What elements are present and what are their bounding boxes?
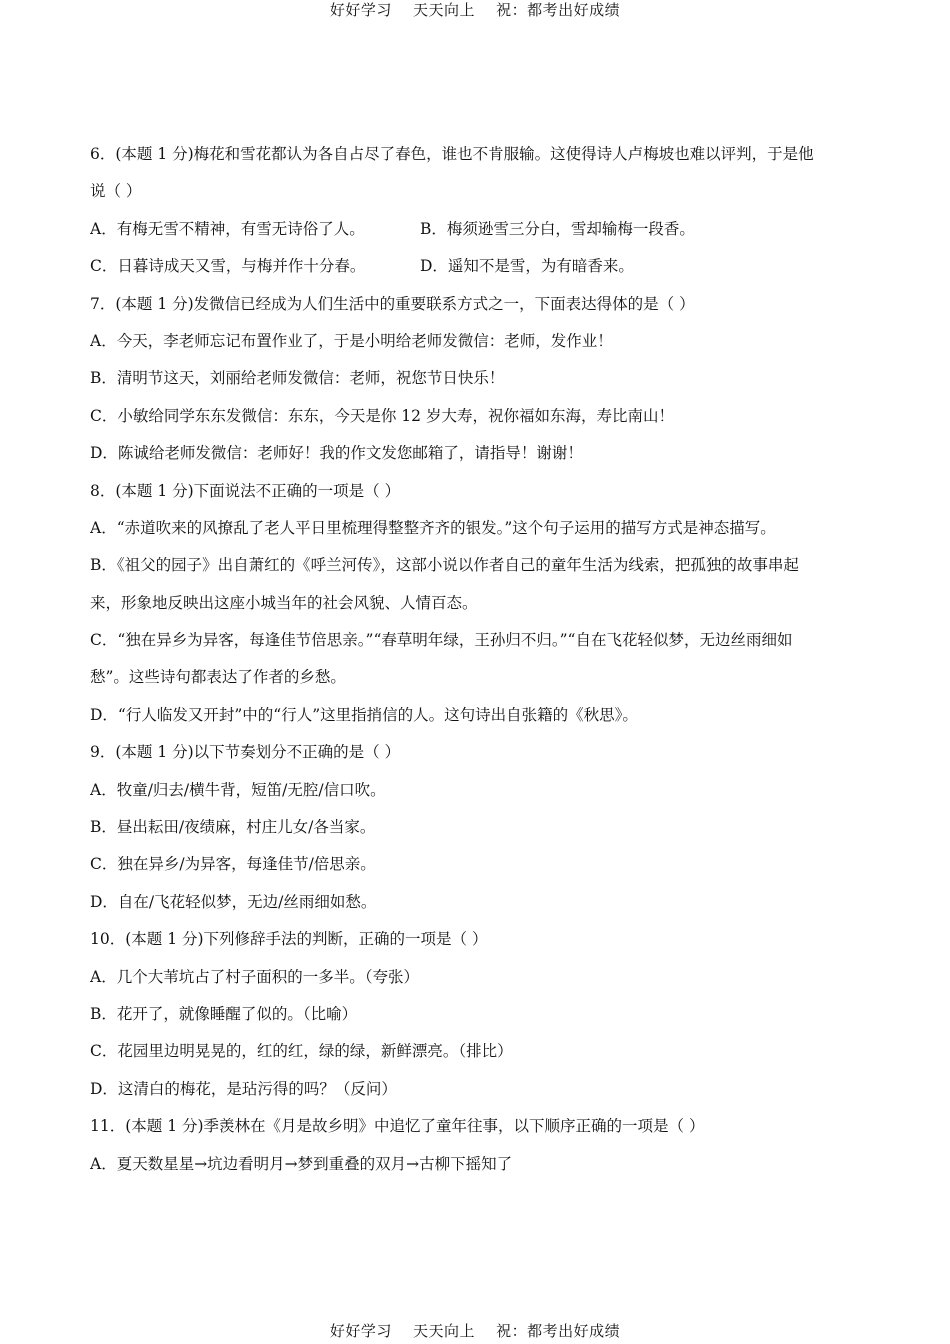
question-9-stem: 9．(本题 1 分)以下节奏划分不正确的是（ ） — [90, 743, 401, 762]
question-10-option-a: A．几个大苇坑占了村子面积的一多半。（夸张） — [90, 967, 419, 986]
question-7-option-d: D．陈诚给老师发微信：老师好！我的作文发您邮箱了，请指导！谢谢！ — [90, 444, 583, 463]
question-7-option-a: A．今天，李老师忘记布置作业了，于是小明给老师发微信：老师，发作业！ — [90, 331, 613, 350]
question-8-option-d: D．“行人临发又开封”中的“行人”这里指捎信的人。这句诗出自张籍的《秋思》。 — [90, 705, 638, 724]
question-6-option-d: D．遥知不是雪，为有暗香来。 — [420, 257, 634, 276]
question-6-stem-line-1: 6．(本题 1 分)梅花和雪花都认为各自占尽了春色，谁也不肯服输。这使得诗人卢梅坡也难以评判，于是他 — [90, 145, 814, 163]
page-footer: 好好学习 天天向上 祝：都考出好成绩 — [329, 1322, 621, 1340]
question-8 — [90, 473, 865, 735]
question-7-stem: 7．(本题 1 分)发微信已经成为人们生活中的重要联系方式之一，下面表达得体的是（ ） — [90, 294, 695, 313]
question-6-option-c: C．日暮诗成天又雪，与梅并作十分春。 — [90, 257, 366, 276]
question-11 — [90, 1108, 865, 1183]
question-8-option-c-line-1: C．“独在异乡为异客，每逢佳节倍思亲。”“春草明年绿，王孙归不归。”“自在飞花轻似梦，无边丝雨细如 — [90, 631, 793, 650]
question-6-options-row-2 — [90, 248, 865, 285]
question-9-option-b: B．昼出耘田/夜绩麻，村庄儿女/各当家。 — [90, 818, 376, 837]
question-10-stem: 10．(本题 1 分)下列修辞手法的判断，正确的一项是（ ） — [90, 930, 488, 949]
question-11-stem: 11．(本题 1 分)季羡林在《月是故乡明》中追忆了童年往事，以下顺序正确的一项是（ ） — [90, 1117, 705, 1136]
question-9-option-a: A．牧童/归去/横牛背，短笛/无腔/信口吹。 — [90, 780, 386, 799]
question-6-option-b: B．梅须逊雪三分白，雪却输梅一段香。 — [420, 219, 695, 238]
question-7-option-b: B．清明节这天，刘丽给老师发微信：老师，祝您节日快乐！ — [90, 369, 505, 388]
question-10-option-d: D．这清白的梅花，是玷污得的吗？（反问） — [90, 1079, 397, 1098]
question-10-option-c: C．花园里边明晃晃的，红的红，绿的绿，新鲜漂亮。（排比） — [90, 1042, 513, 1061]
question-6 — [90, 136, 865, 286]
question-11-option-a: A．夏天数星星→坑边看明月→梦到重叠的双月→古柳下摇知了 — [90, 1154, 513, 1173]
question-6-option-a: A．有梅无雪不精神，有雪无诗俗了人。 — [90, 219, 365, 238]
question-6-options-row-1 — [90, 211, 865, 248]
question-7 — [90, 286, 865, 473]
question-8-option-b-line-2: 来，形象地反映出这座小城当年的社会风貌、人情百态。 — [90, 593, 478, 612]
question-7-option-c: C．小敏给同学东东发微信：东东，今天是你 12 岁大寿，祝你福如东海，寿比南山！ — [90, 406, 674, 425]
question-8-option-b-line-1: B．《祖父的园子》出自萧红的《呼兰河传》，这部小说以作者自己的童年生活为线索，把孤独的故事串起 — [90, 556, 799, 575]
question-10 — [90, 921, 865, 1108]
question-6-stem-line-2: 说（ ） — [90, 182, 142, 201]
question-9-option-d: D．自在/飞花轻似梦，无边/丝雨细如愁。 — [90, 892, 377, 911]
question-9-option-c: C．独在异乡/为异客，每逢佳节/倍思亲。 — [90, 855, 376, 874]
question-9 — [90, 734, 865, 921]
question-list — [90, 136, 865, 1183]
question-8-option-a: A．“赤道吹来的风撩乱了老人平日里梳理得整整齐齐的银发。”这个句子运用的描写方式是神态描写。 — [90, 518, 776, 537]
question-8-option-c-line-2: 愁”。这些诗句都表达了作者的乡愁。 — [90, 668, 346, 687]
page-header: 好好学习 天天向上 祝：都考出好成绩 — [329, 1, 621, 19]
question-10-option-b: B．花开了，就像睡醒了似的。（比喻） — [90, 1004, 358, 1023]
question-8-stem: 8．(本题 1 分)下面说法不正确的一项是（ ） — [90, 481, 401, 500]
